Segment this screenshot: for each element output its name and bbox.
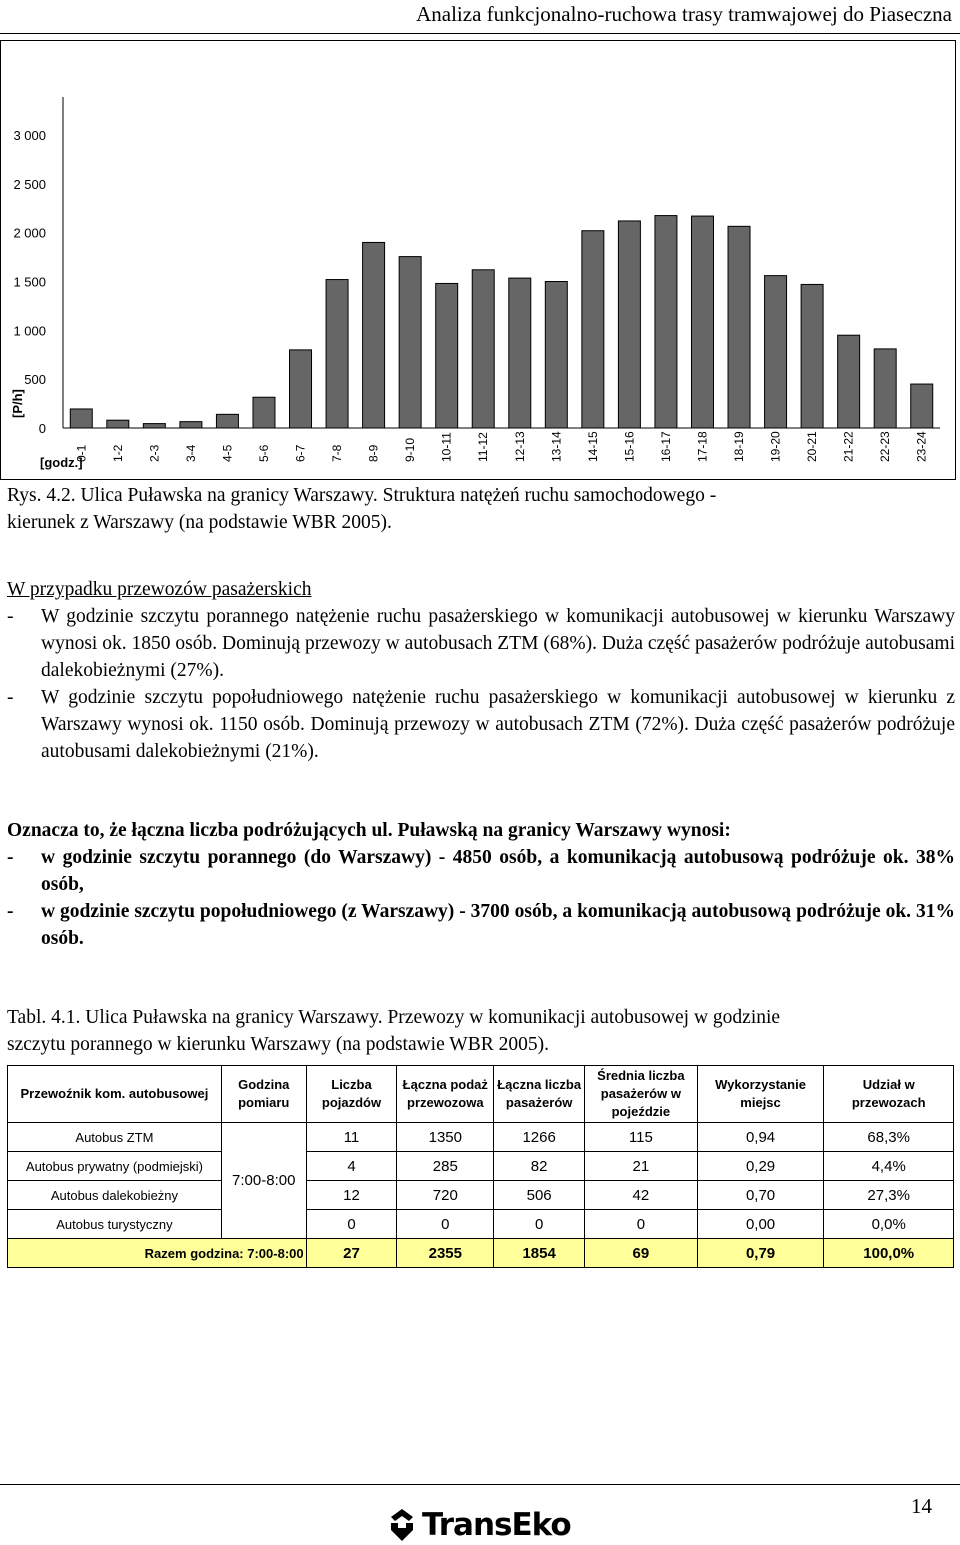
table-row <box>8 1210 954 1239</box>
bar-19-20 <box>765 276 787 428</box>
col-header-avg-passengers: Średnia liczba pasażerów w pojeździe <box>585 1066 698 1123</box>
bar-12-13 <box>509 278 531 428</box>
cell-capacity: 0 <box>397 1210 494 1239</box>
x-axis-label: [godz.] <box>40 455 83 470</box>
bar-6-7 <box>290 350 312 428</box>
y-tick-label: 500 <box>24 372 46 388</box>
bar-21-22 <box>838 335 860 428</box>
cell-total-avg: 69 <box>585 1239 698 1268</box>
cell-share: 4,4% <box>824 1152 954 1181</box>
figure-caption <box>7 482 955 536</box>
bar-14-15 <box>582 231 604 428</box>
x-tick-label: 6-7 <box>293 444 308 462</box>
cell-vehicles: 11 <box>306 1123 397 1152</box>
x-tick-label: 7-8 <box>330 444 345 462</box>
table-total-row <box>8 1239 954 1268</box>
y-axis-label: [P/h] <box>10 389 25 418</box>
x-tick-label: 12-13 <box>512 431 527 462</box>
cell-utilization: 0,94 <box>697 1123 824 1152</box>
cell-passengers: 506 <box>494 1181 585 1210</box>
table-caption-line-2: szczytu porannego w kierunku Warszawy (na podstawie WBR 2005). <box>7 1034 549 1055</box>
bar-11-12 <box>472 270 494 428</box>
bar-9-10 <box>399 257 421 428</box>
cell-total-share: 100,0% <box>824 1239 954 1268</box>
x-tick-label: 8-9 <box>366 444 381 462</box>
table-row <box>8 1152 954 1181</box>
cell-passengers: 82 <box>494 1152 585 1181</box>
table-header-row <box>8 1066 954 1123</box>
bar-20-21 <box>801 284 823 428</box>
x-tick-label: 13-14 <box>549 431 564 462</box>
cell-utilization: 0,00 <box>697 1210 824 1239</box>
x-tick-label: 17-18 <box>695 431 710 462</box>
cell-capacity: 1350 <box>397 1123 494 1152</box>
bar-4-5 <box>216 414 238 428</box>
list-dash: - <box>7 606 14 627</box>
bar-1-2 <box>107 420 129 428</box>
list-item <box>7 684 955 765</box>
x-tick-label: 22-23 <box>878 431 893 462</box>
list-item-text: w godzinie szczytu popołudniowego (z Warszawy) - 3700 osób, a komunikacją autobusową podróżuje ok. 31% osób. <box>41 901 955 949</box>
cell-carrier: Autobus dalekobieżny <box>8 1181 222 1210</box>
x-tick-label: 15-16 <box>622 431 637 462</box>
cell-utilization: 0,29 <box>697 1152 824 1181</box>
logo-text: TransEko <box>422 1507 571 1543</box>
cell-avg: 0 <box>585 1210 698 1239</box>
page-number: 14 <box>911 1494 932 1518</box>
table-caption-line-1: Tabl. 4.1. Ulica Puławska na granicy Warszawy. Przewozy w komunikacji autobusowej w godzinie <box>7 1007 781 1028</box>
bar-15-16 <box>618 221 640 428</box>
bar-23-24 <box>911 384 933 428</box>
table-caption <box>7 1004 955 1058</box>
list-item <box>7 844 955 898</box>
x-tick-label: 20-21 <box>805 431 820 462</box>
header-rule <box>0 33 960 34</box>
bar-7-8 <box>326 280 348 428</box>
cell-total-capacity: 2355 <box>397 1239 494 1268</box>
y-tick-label: 1 000 <box>13 323 46 339</box>
table-row <box>8 1123 954 1152</box>
cell-passengers: 1266 <box>494 1123 585 1152</box>
x-tick-label: 11-12 <box>476 432 491 462</box>
conclusion-heading: Oznacza to, że łączna liczba podróżujących ul. Puławską na granicy Warszawy wynosi: <box>7 820 731 841</box>
col-header-utilization: Wykorzystanie miejsc <box>697 1066 824 1123</box>
figure-caption-line-1: Rys. 4.2. Ulica Puławska na granicy Warszawy. Struktura natężeń ruchu samochodowego - <box>7 485 717 506</box>
bar-17-18 <box>691 216 713 428</box>
cell-share: 68,3% <box>824 1123 954 1152</box>
cell-carrier: Autobus turystyczny <box>8 1210 222 1239</box>
col-header-vehicles: Liczba pojazdów <box>306 1066 397 1123</box>
bar-5-6 <box>253 397 275 428</box>
x-tick-label: 4-5 <box>220 444 235 462</box>
x-tick-label: 23-24 <box>914 431 929 462</box>
x-tick-label: 5-6 <box>256 444 271 462</box>
x-tick-label: 14-15 <box>585 431 600 462</box>
bar-13-14 <box>545 282 567 429</box>
traffic-bar-chart <box>0 40 960 480</box>
cell-total-label: Razem godzina: 7:00-8:00 <box>8 1239 307 1268</box>
page-header <box>0 0 960 40</box>
cell-share: 0,0% <box>824 1210 954 1239</box>
bar-0-1 <box>70 409 92 428</box>
cell-total-vehicles: 27 <box>306 1239 397 1268</box>
x-tick-label: 19-20 <box>768 431 783 462</box>
cell-capacity: 285 <box>397 1152 494 1181</box>
x-tick-label: 2-3 <box>147 444 162 462</box>
y-tick-label: 2 500 <box>13 176 46 192</box>
footer-rule <box>0 1484 960 1485</box>
list-item <box>7 898 955 952</box>
cell-avg: 21 <box>585 1152 698 1181</box>
x-tick-label: 3-4 <box>183 444 198 462</box>
cell-hour: 7:00-8:00 <box>221 1123 306 1239</box>
cell-total-passengers: 1854 <box>494 1239 585 1268</box>
bar-2-3 <box>143 424 165 428</box>
list-item <box>7 603 955 684</box>
cell-utilization: 0,70 <box>697 1181 824 1210</box>
x-tick-label: 0-1 <box>74 444 89 462</box>
x-tick-label: 10-11 <box>439 432 454 462</box>
bar-22-23 <box>874 349 896 428</box>
list-item-text: W godzinie szczytu popołudniowego natężenie ruchu pasażerskiego w komunikacji autobusowej w kierunku z Warszawy wynosi ok. 1150 osób. Dominują przewozy w autobusach ZTM (72%). Duża część pasażerów podróżuje autobusami dalekobieżnymi (21%). <box>41 687 955 762</box>
cell-vehicles: 0 <box>306 1210 397 1239</box>
list-item-text: w godzinie szczytu porannego (do Warszawy) - 4850 osób, a komunikacją autobusową podróżuje ok. 38% osób, <box>41 847 955 895</box>
bar-8-9 <box>363 242 385 428</box>
col-header-share: Udział w przewozach <box>824 1066 954 1123</box>
bar-10-11 <box>436 283 458 428</box>
cell-total-utilization: 0,79 <box>697 1239 824 1268</box>
cell-vehicles: 12 <box>306 1181 397 1210</box>
cell-carrier: Autobus prywatny (podmiejski) <box>8 1152 222 1181</box>
logo-mark-icon <box>388 1508 416 1542</box>
section-heading: W przypadku przewozów pasażerskich <box>7 579 312 600</box>
x-tick-label: 1-2 <box>110 444 125 462</box>
table-row <box>8 1181 954 1210</box>
figure-caption-line-2: kierunek z Warszawy (na podstawie WBR 2005). <box>7 512 392 533</box>
conclusion-section <box>7 817 955 952</box>
bus-transport-table <box>7 1065 954 1268</box>
y-tick-label: 1 500 <box>13 274 46 290</box>
transeko-logo <box>388 1505 571 1545</box>
passenger-section <box>7 576 955 765</box>
y-tick-label: 2 000 <box>13 225 46 241</box>
col-header-capacity: Łączna podaż przewozowa <box>397 1066 494 1123</box>
cell-avg: 115 <box>585 1123 698 1152</box>
x-tick-label: 21-22 <box>841 431 856 462</box>
bar-18-19 <box>728 226 750 428</box>
y-tick-label: 0 <box>38 421 46 436</box>
bar-16-17 <box>655 216 677 428</box>
cell-passengers: 0 <box>494 1210 585 1239</box>
cell-share: 27,3% <box>824 1181 954 1210</box>
bar-3-4 <box>180 422 202 428</box>
list-dash: - <box>7 847 14 868</box>
x-tick-label: 18-19 <box>732 431 747 462</box>
x-tick-label: 9-10 <box>403 437 418 462</box>
col-header-carrier: Przewoźnik kom. autobusowej <box>8 1066 222 1123</box>
list-dash: - <box>7 901 14 922</box>
list-item-text: W godzinie szczytu porannego natężenie ruchu pasażerskiego w komunikacji autobusowej w kierunku Warszawy wynosi ok. 1850 osób. Dominują przewozy w autobusach ZTM (68%). Duża część pasażerów podróżuje autobusami dalekobieżnymi (27%). <box>41 606 955 681</box>
col-header-hour: Godzina pomiaru <box>221 1066 306 1123</box>
header-title: Analiza funkcjonalno-ruchowa trasy tramwajowej do Piaseczna <box>416 2 952 26</box>
cell-carrier: Autobus ZTM <box>8 1123 222 1152</box>
y-tick-label: 3 000 <box>13 128 46 143</box>
x-tick-label: 16-17 <box>658 431 673 462</box>
cell-capacity: 720 <box>397 1181 494 1210</box>
list-dash: - <box>7 687 14 708</box>
cell-vehicles: 4 <box>306 1152 397 1181</box>
col-header-passengers: Łączna liczba pasażerów <box>494 1066 585 1123</box>
cell-avg: 42 <box>585 1181 698 1210</box>
